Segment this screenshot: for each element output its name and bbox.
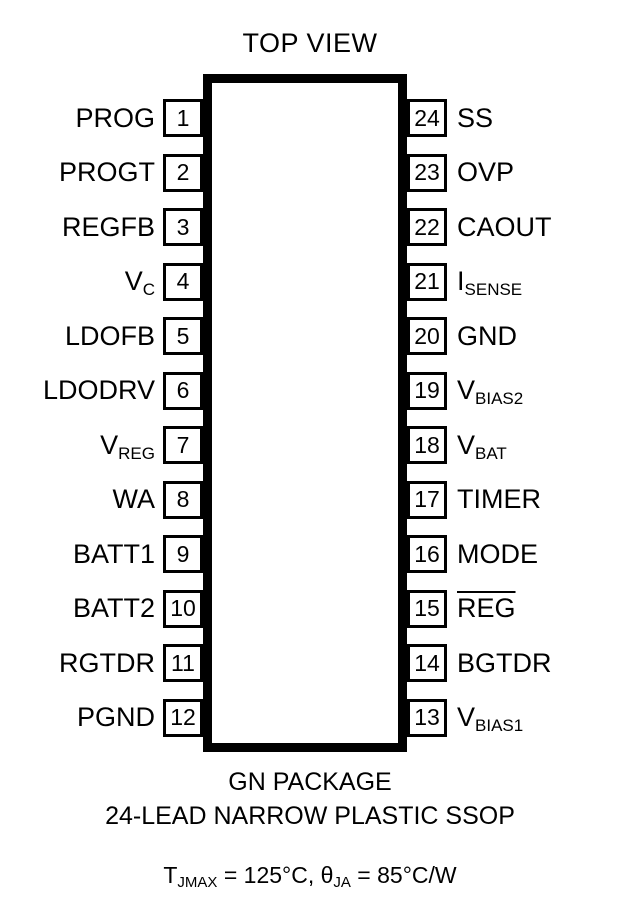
pin-number: 14 [407, 644, 447, 682]
pin-number: 12 [163, 699, 203, 737]
pin-number: 17 [407, 481, 447, 519]
pin-row [407, 535, 620, 573]
pin-label: RGTDR [59, 647, 155, 678]
pin-number: 10 [163, 590, 203, 628]
pin-label: LDOFB [64, 320, 155, 351]
pin-row [0, 699, 203, 737]
package-body [203, 74, 407, 752]
pin-label: SS [457, 102, 494, 133]
pin-row [407, 263, 620, 301]
pin-row [407, 699, 620, 737]
pin-label: TIMER [457, 484, 541, 514]
pin-row [0, 535, 203, 573]
thermal-spec: $T_{JMAX} = 125^\circ C$, $\theta_{JA} = 85^\circ C/W$ [163, 862, 457, 891]
pin-label: BATT2 [72, 593, 155, 623]
pin-row [0, 590, 203, 628]
pin-row [407, 317, 620, 355]
pin-row [0, 426, 203, 464]
pin-label: MODE [457, 538, 538, 569]
pin-number: 8 [163, 481, 203, 519]
pin-number: 5 [163, 317, 203, 355]
pin-label: BGTDR [457, 647, 552, 678]
pin-label: $V_{BAT}$ [457, 429, 507, 463]
pin-row [0, 99, 203, 137]
pin-label: WA [112, 484, 155, 514]
pin-row [0, 263, 203, 301]
pin-number: 22 [407, 208, 447, 246]
pin-row [0, 644, 203, 682]
pin-label: PROGT [58, 157, 155, 187]
pin-row [407, 154, 620, 192]
package-caption-line1: GN PACKAGE [228, 768, 392, 796]
pin-number: 18 [407, 426, 447, 464]
pin-row [407, 590, 620, 628]
pin-label: $\overline{REG}$ [457, 593, 516, 623]
pin-number: 19 [407, 372, 447, 410]
pin-number: 11 [163, 644, 203, 682]
pin-number: 1 [163, 99, 203, 137]
pin-row [407, 99, 620, 137]
pin-number: 4 [163, 263, 203, 301]
pin-row [0, 317, 203, 355]
pin-row [0, 154, 203, 192]
pin-label: $I_{SENSE}$ [457, 266, 523, 299]
pin-row [407, 208, 620, 246]
pin-label: LDODRV [42, 375, 155, 405]
pin-number: 7 [163, 426, 203, 464]
pin-number: 15 [407, 590, 447, 628]
pin-number: 2 [163, 154, 203, 192]
pin-label: PGND [76, 702, 155, 732]
pin-label: GND [457, 320, 517, 351]
pin-label: CAOUT [457, 211, 552, 242]
pin-label: $V_{REG}$ [100, 429, 155, 463]
package-caption-line2: 24-LEAD NARROW PLASTIC SSOP [105, 802, 515, 830]
pin-number: 23 [407, 154, 447, 192]
pin-number: 16 [407, 535, 447, 573]
pin-number: 24 [407, 99, 447, 137]
pin-label: $V_C$ [124, 266, 155, 299]
pin-number: 9 [163, 535, 203, 573]
pin-number: 3 [163, 208, 203, 246]
pin-label: OVP [457, 157, 515, 187]
pin-number: 13 [407, 699, 447, 737]
pin-row [407, 372, 620, 410]
pin-number: 20 [407, 317, 447, 355]
pin-row [0, 208, 203, 246]
pin-number: 21 [407, 263, 447, 301]
pin-number: 6 [163, 372, 203, 410]
pin-label: $V_{BIAS1}$ [457, 702, 524, 735]
pin-row [407, 426, 620, 464]
pin-row [407, 644, 620, 682]
pin-row [0, 481, 203, 519]
pin-label: $V_{BIAS2}$ [457, 375, 524, 408]
pin-label: PROG [75, 102, 155, 133]
pin-label: REGFB [61, 211, 155, 242]
pin-row [407, 481, 620, 519]
pin-row [0, 372, 203, 410]
page-title: TOP VIEW [242, 28, 378, 58]
pin-label: BATT1 [72, 538, 155, 569]
